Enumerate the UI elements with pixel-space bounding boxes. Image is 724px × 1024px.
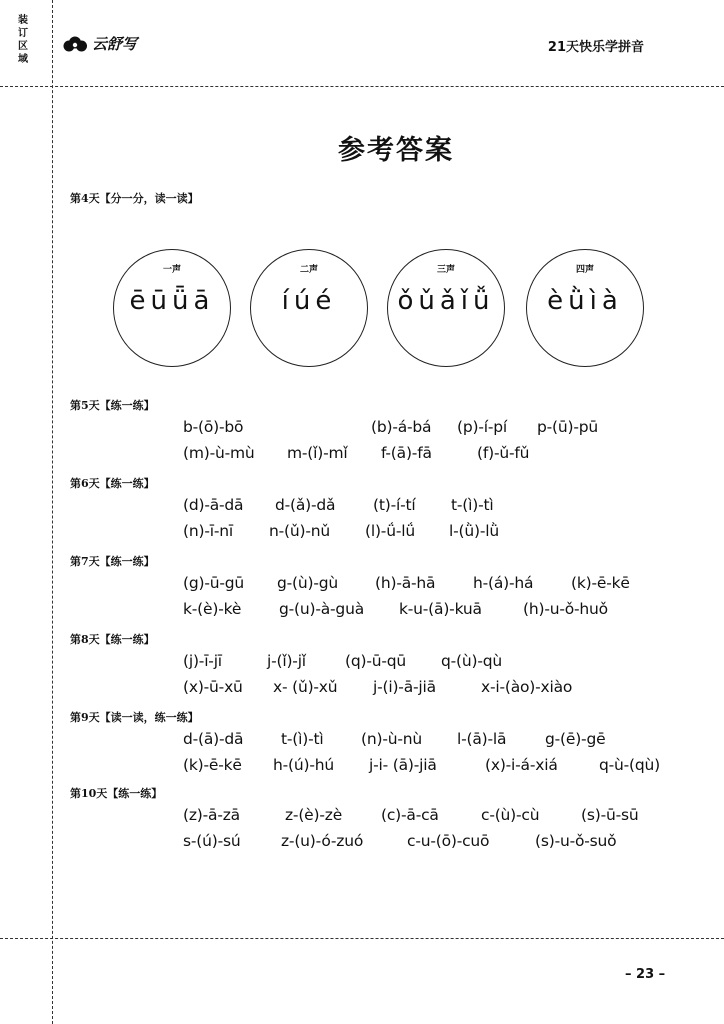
answer-row (183, 730, 703, 748)
section-label-day5: 第5天【练一练】 (70, 399, 155, 412)
logo-text: 云舒写 (92, 35, 138, 53)
binding-area-label: 装订区域 (18, 15, 28, 65)
answer-item: d-(ā)-dā (183, 730, 244, 748)
publisher-logo (62, 33, 137, 54)
answer-item: j-(ǐ)-jǐ (267, 652, 306, 670)
answer-item: (k)-ē-kē (571, 574, 630, 592)
answer-item: (m)-ù-mù (183, 444, 255, 462)
answer-item: l-(ā)-lā (457, 730, 507, 748)
answer-item: (t)-í-tí (373, 496, 416, 514)
answer-row (183, 444, 703, 462)
answer-item: c-(ù)-cù (481, 806, 540, 824)
footer-dashed-line (0, 938, 724, 939)
tone-letters: èǜìà (547, 286, 623, 316)
header-dashed-line (0, 86, 724, 87)
answer-item: (j)-ī-jī (183, 652, 222, 670)
page-title: 参考答案 (338, 135, 454, 166)
answer-item: (k)-ē-kē (183, 756, 242, 774)
answer-item: (z)-ā-zā (183, 806, 240, 824)
answer-row (183, 832, 703, 850)
answer-item: l-(ǜ)-lǜ (449, 522, 499, 540)
page-number: – 23 – (625, 967, 666, 982)
answer-row (183, 756, 703, 774)
answer-row (183, 418, 703, 436)
answer-item: (x)-ū-xū (183, 678, 243, 696)
tone-label: 一声 (162, 265, 181, 275)
section-label-day8: 第8天【练一练】 (70, 633, 155, 646)
answer-item: (d)-ā-dā (183, 496, 244, 514)
answer-row (183, 678, 703, 696)
answer-item: b-(ō)-bō (183, 418, 244, 436)
answer-item: k-u-(ā)-kuā (399, 600, 482, 618)
answer-item: g-(ù)-gù (277, 574, 339, 592)
answer-item: j-(i)-ā-jiā (373, 678, 436, 696)
tone-circle-4 (526, 249, 644, 367)
answer-item: x-i-(ào)-xiào (481, 678, 573, 696)
tone-label: 二声 (299, 265, 318, 275)
answer-item: g-(u)-à-guà (279, 600, 364, 618)
answer-item: s-(ú)-sú (183, 832, 241, 850)
tone-circle-2 (250, 249, 368, 367)
answer-item: (c)-ā-cā (381, 806, 439, 824)
section-label-day7: 第7天【练一练】 (70, 555, 155, 568)
tone-label: 四声 (575, 265, 594, 275)
section-label-day4: 第4天【分一分，读一读】 (70, 192, 199, 205)
section-label-day6: 第6天【练一练】 (70, 477, 155, 490)
tone-label: 三声 (436, 265, 455, 275)
tone-circle-1 (113, 249, 231, 367)
answer-row (183, 806, 703, 824)
answer-item: x- (ǔ)-xǔ (273, 678, 338, 696)
answer-item: (b)-á-bá (371, 418, 432, 436)
answer-item: h-(ú)-hú (273, 756, 334, 774)
cloud-logo-icon (62, 36, 88, 52)
answer-item: (x)-i-á-xiá (485, 756, 558, 774)
tone-letters: ǒǔǎǐǚ (397, 286, 495, 316)
answer-item: n-(ǔ)-nǔ (269, 522, 330, 540)
answer-item: (n)-ù-nù (361, 730, 422, 748)
answer-item: q-ù-(qù) (599, 756, 661, 774)
answer-item: (q)-ū-qū (345, 652, 407, 670)
answer-item: g-(ē)-gē (545, 730, 606, 748)
answer-item: (n)-ī-nī (183, 522, 233, 540)
tone-letters: ēūǖā (129, 286, 215, 316)
section-label-day10: 第10天【练一练】 (70, 787, 163, 800)
answer-item: c-u-(ō)-cuō (407, 832, 490, 850)
answer-item: k-(è)-kè (183, 600, 242, 618)
answer-item: j-i- (ā)-jiā (369, 756, 437, 774)
answer-item: t-(ì)-tì (281, 730, 324, 748)
section-label-day9: 第9天【读一读，练一练】 (70, 711, 199, 724)
answer-item: (h)-ā-hā (375, 574, 436, 592)
answer-item: (f)-ǔ-fǔ (477, 444, 530, 462)
answer-item: f-(ā)-fā (381, 444, 432, 462)
answer-row (183, 522, 703, 540)
answer-item: h-(á)-há (473, 574, 534, 592)
answer-row (183, 574, 703, 592)
tone-circle-3 (387, 249, 505, 367)
answer-item: d-(ǎ)-dǎ (275, 496, 336, 514)
answer-row (183, 652, 703, 670)
answer-item: t-(ì)-tì (451, 496, 494, 514)
answer-item: z-(è)-zè (285, 806, 343, 824)
book-title: 21天快乐学拼音 (547, 40, 644, 55)
answer-item: (h)-u-ǒ-huǒ (523, 600, 608, 618)
answer-item: m-(ǐ)-mǐ (287, 444, 348, 462)
tone-letters: íúé (281, 286, 337, 316)
answer-item: (s)-u-ǒ-suǒ (535, 832, 617, 850)
answer-item: q-(ù)-qù (441, 652, 503, 670)
answer-item: z-(u)-ó-zuó (281, 832, 364, 850)
answer-item: (p)-í-pí (457, 418, 507, 436)
answer-item: p-(ū)-pū (537, 418, 599, 436)
answer-row (183, 600, 703, 618)
answer-item: (s)-ū-sū (581, 806, 639, 824)
answer-item: (g)-ū-gū (183, 574, 245, 592)
answer-item: (l)-ǘ-lǘ (365, 522, 415, 540)
answer-row (183, 496, 703, 514)
